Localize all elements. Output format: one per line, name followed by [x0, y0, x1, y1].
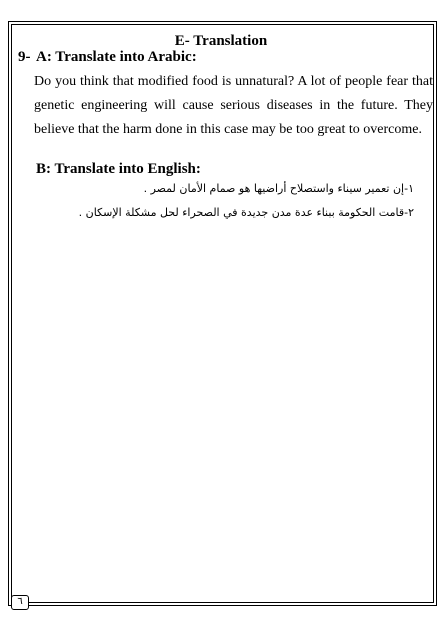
part-b-heading: B: Translate into English:: [36, 161, 201, 177]
section-title: E- Translation: [174, 33, 268, 49]
question-number: 9-: [18, 49, 31, 65]
arabic-sentence-2: ٢-قامت الحكومة ببناء عدة مدن جديدة في الصحراء لحل مشكلة الإسكان .: [78, 206, 414, 219]
part-a-passage: Do you think that modified food is unnatural? A lot of people fear that genetic engineering will cause serious diseases in the future. They believe that the harm done in this case may be too great to overcome.: [34, 74, 433, 137]
page-number-badge: ٦: [11, 595, 29, 610]
part-a-heading: A: Translate into Arabic:: [36, 49, 197, 65]
arabic-sentence-1: ١-إن تعمير سيناء واستصلاح أراضيها هو صمام الأمان لمصر .: [143, 182, 414, 195]
